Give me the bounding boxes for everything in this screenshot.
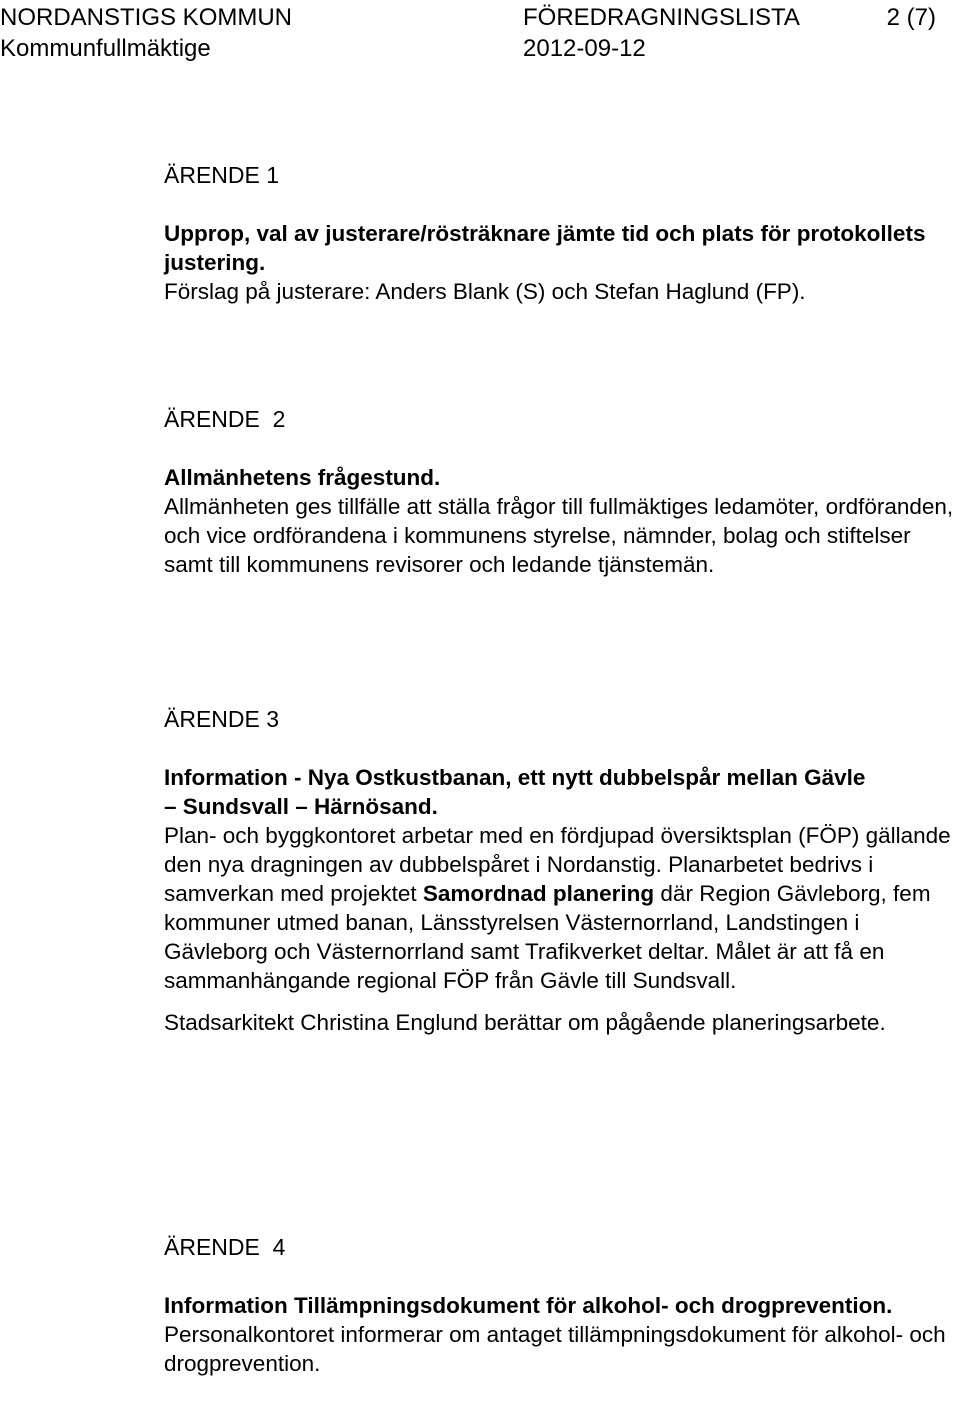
document-date: 2012-09-12 bbox=[523, 35, 646, 62]
item-description-2: Stadsarkitekt Christina Englund berättar om pågående planeringsarbete. bbox=[164, 1010, 886, 1035]
item-description bbox=[164, 821, 954, 995]
item-number: ÄRENDE 2 bbox=[164, 406, 286, 432]
council-name: Kommunfullmäktige bbox=[0, 35, 211, 62]
item-title-line-2: – Sundsvall – Härnösand. bbox=[164, 794, 438, 819]
item-description: Förslag på justerare: Anders Blank (S) och Stefan Haglund (FP). bbox=[164, 279, 806, 304]
page-header bbox=[0, 4, 960, 64]
item-title: Upprop, val av justerare/rösträknare jämte tid och plats för protokollets justering. bbox=[164, 221, 926, 275]
agenda-item bbox=[164, 704, 954, 1037]
page-number: 2 (7) bbox=[886, 4, 936, 31]
agenda-item bbox=[164, 1232, 954, 1378]
document-type: FÖREDRAGNINGSLISTA bbox=[523, 4, 800, 31]
agenda-item bbox=[164, 160, 954, 306]
organization-name: NORDANSTIGS KOMMUN bbox=[0, 4, 293, 31]
item-number: ÄRENDE 1 bbox=[164, 162, 280, 188]
description-text: Plan- och byggkontoret arbetar med en fördjupad översiktsplan (FÖP) gällande den nya dragningen av dubbelspåret i Nordanstig. Planarbetet bedrivs i samverkan med projektet bbox=[164, 823, 951, 906]
item-title: Allmänhetens frågestund. bbox=[164, 465, 441, 490]
item-description: Personalkontoret informerar om antaget tillämpningsdokument för alkohol- och drogprevention. bbox=[164, 1322, 946, 1376]
item-number: ÄRENDE 4 bbox=[164, 1234, 286, 1260]
item-title: Information Tillämpningsdokument för alkohol- och drogprevention. bbox=[164, 1293, 893, 1318]
description-text-continued: där Region Gävleborg, fem kommuner utmed banan, Länsstyrelsen Västernorrland, Landstingen i Gävleborg och Västernorrland samt Trafikverket deltar. Målet är att få en sammanhängande regional FÖP från Gävle till Sundsvall. bbox=[164, 881, 931, 993]
agenda-item bbox=[164, 404, 954, 579]
project-name: Samordnad planering bbox=[422, 881, 655, 906]
item-number: ÄRENDE 3 bbox=[164, 706, 280, 732]
item-description: Allmänheten ges tillfälle att ställa frågor till fullmäktiges ledamöter, ordföranden, och vice ordförandena i kommunens styrelse, nämnder, bolag och stiftelser samt till kommunens revisorer och ledande tjänstemän. bbox=[164, 494, 954, 577]
item-title-line-1: Information - Nya Ostkustbanan, ett nytt dubbelspår mellan Gävle bbox=[164, 765, 866, 790]
item-title bbox=[164, 763, 954, 821]
